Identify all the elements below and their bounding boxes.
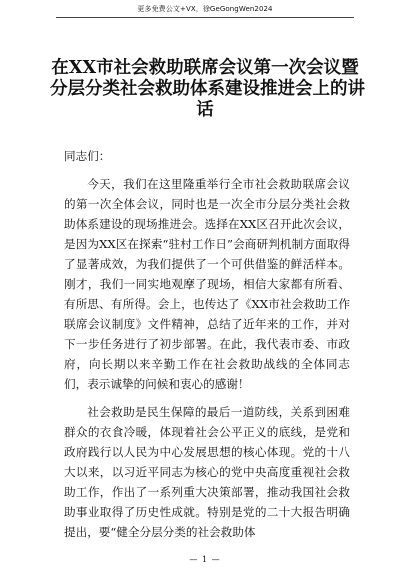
title-line-1: 在XX市社会救助联席会议第一次会议暨 bbox=[51, 58, 359, 78]
title-line-2: 分层分类社会救助体系建设推进会上的讲 bbox=[50, 79, 365, 99]
header-divider bbox=[56, 17, 354, 18]
header-note: 更多免费公文+VX，徐GeGongWen2024 bbox=[137, 5, 273, 13]
document-title bbox=[50, 58, 365, 121]
paragraph-opening: 今天，我们在这里隆重举行全市社会救助联席会议的第一次全体会议，同时也是一次全市分层分类社会救助体系建设的现场推进会。选择在XX区召开此次会议，是因为XX区在探索“驻村工作日”会商研判机制方面取得了显著成效，为我们提供了一个可供借鉴的鲜活样本。刚才，我们一同实地观摩了现场，相信大家都有所看、有所思、有所得。会上，也传达了《XX市社会救助工作联席会议制度》文件精神，总结了近年来的工作，并对下一步任务进行了初步部署。在此，我代表市委、市政府，向长期以来辛勤工作在社会救助战线的全体同志们，表示诚挚的问候和衷心的感谢！ bbox=[64, 177, 350, 391]
page-number: — 1 — bbox=[189, 555, 221, 564]
document-body bbox=[64, 146, 350, 550]
title-line-3: 话 bbox=[196, 100, 214, 120]
salutation: 同志们： bbox=[64, 149, 111, 163]
paragraph-significance: 社会救助是民生保障的最后一道防线，关系到困难群众的衣食冷暖，体现着社会公平正义的底线，是党和政府践行以人民为中心发展思想的核心体现。党的十八大以来，以习近平同志为核心的党中央高度重视社会救助工作，作出了一系列重大决策部署，推动我国社会救助事业取得了历史性成就。特别是党的二十大报告明确提出，要“健全分层分类的社会救助体 bbox=[64, 405, 350, 539]
